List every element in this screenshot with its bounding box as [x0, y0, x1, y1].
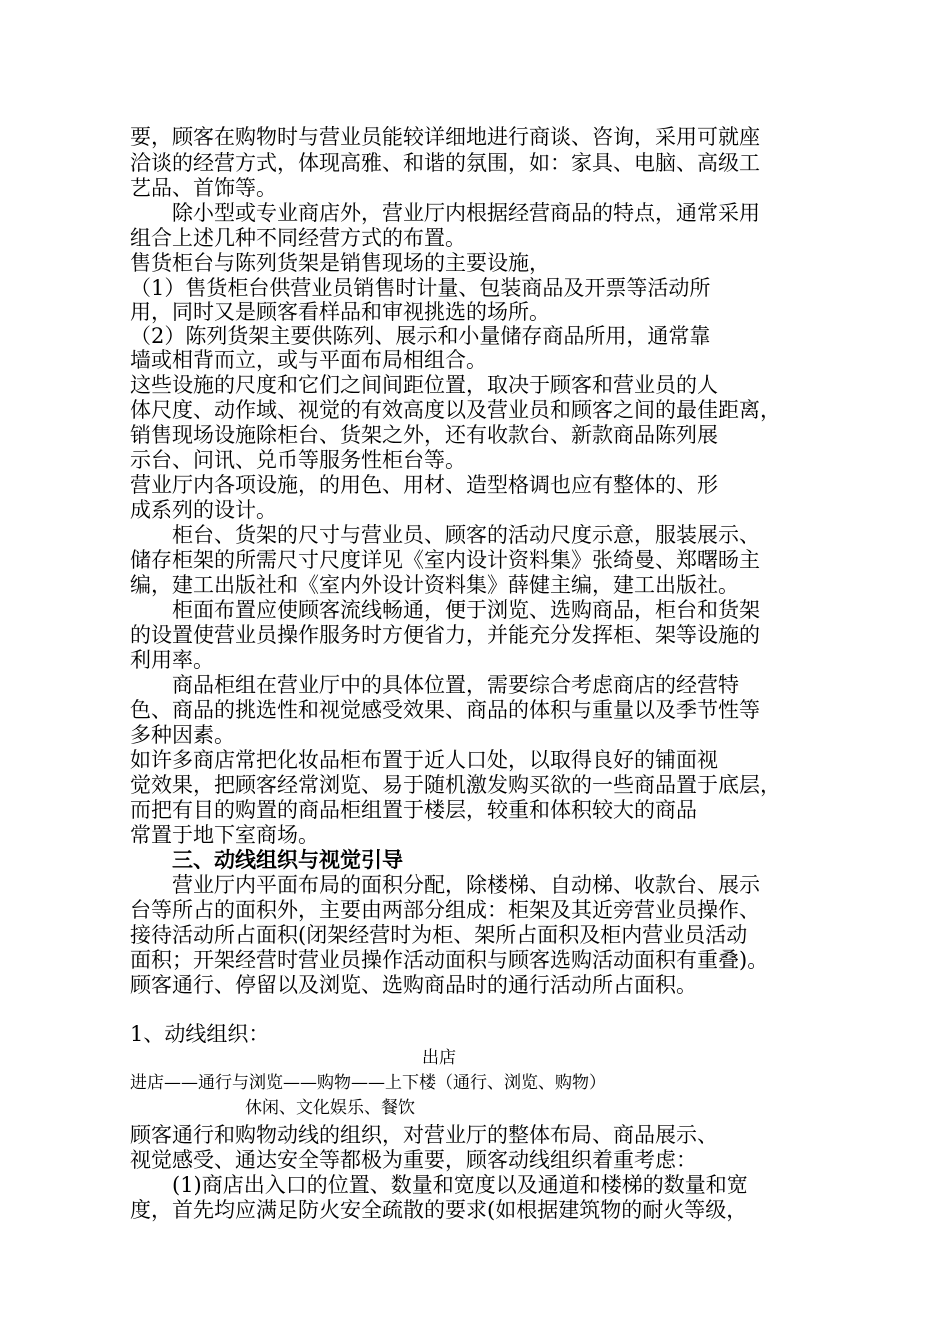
body-line: 营业厅内各项设施，的用色、用材、造型格调也应有整体的、形	[130, 473, 718, 497]
body-line: 接待活动所占面积(闭架经营时为柜、架所占面积及柜内营业员活动	[130, 923, 748, 947]
body-line: (1)商店出入口的位置、数量和宽度以及通道和楼梯的数量和宽	[130, 1173, 748, 1197]
body-line: 示台、问讯、兑币等服务性柜台等。	[130, 448, 466, 472]
body-line: 商品柜组在营业厅中的具体位置，需要综合考虑商店的经营特	[130, 673, 739, 697]
body-line: 组合上述几种不同经营方式的布置。	[130, 226, 466, 250]
body-line: 觉效果，把顾客经常浏览、易于随机激发购买欲的一些商品置于底层，	[130, 773, 781, 797]
body-line: 度，首先均应满足防火安全疏散的要求(如根据建筑物的耐火等级，	[130, 1198, 748, 1222]
body-line: 而把有目的购置的商品柜组置于楼层，较重和体积较大的商品	[130, 798, 697, 822]
body-line: 销售现场设施除柜台、货架之外，还有收款台、新款商品陈列展	[130, 423, 718, 447]
body-line: 色、商品的挑选性和视觉感受效果、商品的体积与重量以及季节性等	[130, 698, 760, 722]
body-line: 储存柜架的所需尺寸尺度详见《室内设计资料集》张绮曼、郑曙旸主	[130, 548, 760, 572]
body-line: 这些设施的尺度和它们之间间距位置，取决于顾客和营业员的人	[130, 373, 718, 397]
body-line: 要，顾客在购物时与营业员能较详细地进行商谈、咨询，采用可就座	[130, 125, 760, 149]
body-line: （1）售货柜台供营业员销售时计量、包装商品及开票等活动所	[130, 276, 711, 300]
flow-bottom-label: 休闲、文化娱乐、餐饮	[245, 1098, 415, 1118]
body-line: 成系列的设计。	[130, 498, 277, 522]
body-line: 售货柜台与陈列货架是销售现场的主要设施，	[130, 251, 550, 275]
body-line: 用，同时又是顾客看样品和审视挑选的场所。	[130, 300, 550, 324]
body-line: 如许多商店常把化妆品柜布置于近人口处，以取得良好的铺面视	[130, 748, 718, 772]
body-line: 利用率。	[130, 648, 214, 672]
body-line: 墙或相背而立，或与平面布局相组合。	[130, 348, 487, 372]
body-line: 除小型或专业商店外，营业厅内根据经营商品的特点，通常采用	[130, 201, 760, 225]
body-line: 柜台、货架的尺寸与营业员、顾客的活动尺度示意，服装展示、	[130, 523, 760, 547]
body-line: 常置于地下室商场。	[130, 823, 319, 847]
body-line: 柜面布置应使顾客流线畅通，便于浏览、选购商品，柜台和货架	[130, 598, 760, 622]
body-line: 顾客通行和购物动线的组织，对营业厅的整体布局、商品展示、	[130, 1123, 718, 1147]
body-line: 多种因素。	[130, 723, 235, 747]
body-line: 体尺度、动作域、视觉的有效高度以及营业员和顾客之间的最佳距离，	[130, 398, 781, 422]
flow-top-label: 出店	[422, 1048, 456, 1068]
section-heading: 三、动线组织与视觉引导	[172, 847, 403, 872]
body-line: 顾客通行、停留以及浏览、选购商品时的通行活动所占面积。	[130, 973, 697, 997]
body-line: 艺品、首饰等。	[130, 176, 277, 200]
subsection-heading: 1、动线组织：	[130, 1022, 270, 1046]
body-line: 的设置使营业员操作服务时方便省力，并能充分发挥柜、架等设施的	[130, 623, 760, 647]
body-line: 面积；开架经营时营业员操作活动面积与顾客选购活动面积有重叠)。	[130, 948, 769, 972]
body-line: 洽谈的经营方式，体现高雅、和谐的氛围，如：家具、电脑、高级工	[130, 151, 760, 175]
body-line: 编，建工出版社和《室内外设计资料集》薛健主编，建工出版社。	[130, 573, 739, 597]
body-line: 视觉感受、通达安全等都极为重要，顾客动线组织着重考虑：	[130, 1148, 697, 1172]
body-line: （2）陈列货架主要供陈列、展示和小量储存商品所用，通常靠	[130, 324, 711, 348]
body-line: 营业厅内平面布局的面积分配，除楼梯、自动梯、收款台、展示	[130, 873, 760, 897]
body-line: 台等所占的面积外，主要由两部分组成：柜架及其近旁营业员操作、	[130, 898, 760, 922]
flow-main-line: 进店——通行与浏览——购物——上下楼（通行、浏览、购物）	[130, 1073, 606, 1093]
